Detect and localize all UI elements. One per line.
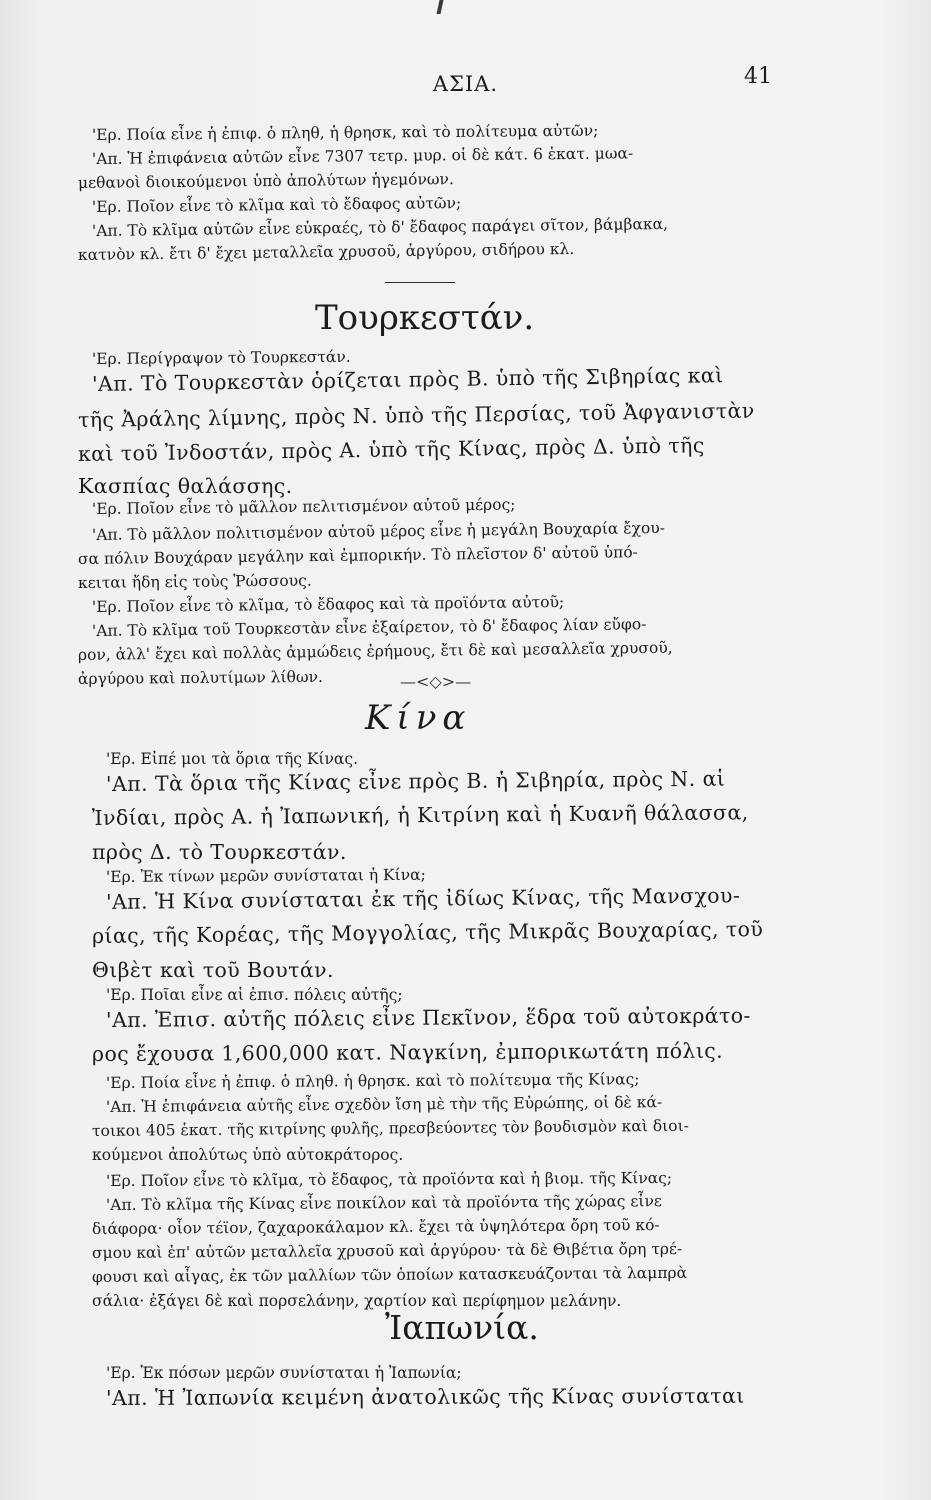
text-line: 'Απ. Ἡ Ἰαπωνία κειμένη ἀνατολικῶς τῆς Κίνας συνίσταται — [105, 1383, 745, 1410]
text-line: τοικοι 405 ἑκατ. τῆς κιτρίνης φυλῆς, πρεσβεύοντες τὸν βουδισμὸν καὶ διοι- — [91, 1116, 689, 1140]
text-line: 'Ερ. Ποία εἶνε ἡ ἐπιφ. ὁ πληθ, ἡ θρησκ, καὶ τὸ πολίτευμα αὐτῶν; — [91, 121, 599, 144]
text-line: κούμενοι ἀπολύτως ὑπὸ αὐτοκράτορος. — [92, 1146, 404, 1164]
text-line: 'Απ. Τὰ ὅρια τῆς Κίνας εἶνε πρὸς Β. ἡ Σιβηρία, πρὸς Ν. αἱ — [105, 766, 726, 796]
text-line: 'Απ. Ἡ ἐπιφάνεια αὐτῆς εἶνε σχεδὸν ἴση μὲ τὴν τῆς Εὐρώπης, οἱ δὲ κά- — [105, 1093, 663, 1116]
text-line: 'Ερ. Ποῖαι εἶνε αἱ ἐπισ. πόλεις αὐτῆς; — [106, 986, 403, 1004]
text-line: 'Απ. Τὸ κλῖμα τοῦ Τουρκεστὰν εἶνε ἐξαίρετον, τὸ δ' ἔδαφος λίαν εὔφο- — [91, 615, 647, 640]
ornament-divider: —<◇>— — [400, 672, 472, 691]
text-line: ἀργύρου καὶ πολυτίμων λίθων. — [77, 667, 323, 688]
text-line: 'Απ. Τὸ κλῖμα αὐτῶν εἶνε εὐκραές, τὸ δ' ἔδαφος παράγει σῖτον, βάμβακα, — [91, 214, 669, 240]
text-line: ρος ἔχουσα 1,600,000 κατ. Ναγκίνη, ἐμπορικωτάτη πόλις. — [91, 1038, 724, 1066]
section-heading-japan: Ἰαπωνία. — [385, 1308, 539, 1347]
text-line: σμου καὶ ἐπ' αὐτῶν μεταλλεῖα χρυσοῦ καὶ ἀργύρου· τὰ δὲ Θιβέτια ὄρη τρέ- — [91, 1239, 683, 1262]
section-heading-turkestan: Τουρκεστάν. — [315, 298, 535, 338]
section-heading-china: Κίνα — [365, 698, 472, 738]
section-divider — [385, 282, 455, 283]
text-line: 'Ερ. Ποῖον εἶνε τὸ κλῖμα καὶ τὸ ἔδαφος αὐτῶν; — [91, 194, 462, 216]
text-line: ρίας, τῆς Κορέας, τῆς Μογγολίας, τῆς Μικρᾶς Βουχαρίας, τοῦ — [91, 916, 764, 948]
text-line: Ἰνδίαι, πρὸς Α. ἡ Ἰαπωνική, ἡ Κιτρίνη καὶ ἡ Κυανῆ θάλασσα, — [91, 800, 749, 830]
text-line: 'Ερ. Ποῖον εἶνε τὸ κλῖμα, τὸ ἔδαφος καὶ τὰ προϊόντα αὐτοῦ; — [91, 593, 565, 616]
running-head: ΑΣΙΑ. — [432, 72, 499, 96]
text-line: σα πόλιν Βουχάραν μεγάλην καὶ ἐμπορικήν. Τὸ πλεῖστον δ' αὐτοῦ ὑπό- — [77, 543, 638, 568]
text-line: σάλια· ἐξάγει δὲ καὶ πορσελάνην, χαρτίον καὶ περίφημον μελάνην. — [92, 1292, 622, 1310]
page-number: 41 — [744, 64, 772, 89]
text-line: μεθανοὶ διοικούμενοι ὑπὸ ἀπολύτων ἡγεμόνων. — [77, 170, 454, 192]
text-line: Κασπίας θαλάσσης. — [78, 474, 293, 498]
text-line: Θιβὲτ καὶ τοῦ Βουτάν. — [92, 958, 334, 982]
ink-mark — [437, 0, 444, 14]
text-line: 'Ερ. Περίγραψον τὸ Τουρκεστάν. — [91, 347, 351, 368]
text-line: ρον, ἀλλ' ἔχει καὶ πολλὰς ἀμμώδεις ἐρήμους, ἔτι δὲ καὶ μεσαλλεῖα χρυσοῦ, — [77, 638, 673, 664]
text-line: 'Απ. Τὸ Τουρκεστὰν ὁρίζεται πρὸς Β. ὑπὸ τῆς Σιβηρίας καὶ — [91, 363, 724, 396]
text-line: 'Ερ. Εἰπέ μοι τὰ ὅρια τῆς Κίνας. — [106, 750, 358, 768]
text-line: 'Ερ. Ἐκ πόσων μερῶν συνίσταται ἡ Ἰαπωνία; — [106, 1364, 462, 1382]
text-line: φουσι καὶ αἶγας, ἐκ τῶν μαλλίων τῶν ὁποίων κατασκευάζονται τὰ λαμπρὰ — [91, 1263, 688, 1286]
text-line: 'Ερ. Ποία εἶνε ἡ ἐπιφ. ὁ πληθ. ἡ θρησκ. καὶ τὸ πολίτευμα τῆς Κίνας; — [105, 1070, 640, 1092]
text-line: διάφορα· οἷον τέϊον, ζαχαροκάλαμον κλ. ἔχει τὰ ὑψηλότερα ὄρη τοῦ κό- — [91, 1216, 660, 1238]
text-line: 'Απ. Ἐπισ. αὐτῆς πόλεις εἶνε Πεκῖνον, ἕδρα τοῦ αὐτοκράτο- — [105, 1003, 751, 1032]
text-line: 'Απ. Τὸ μᾶλλον πολιτισμένον αὐτοῦ μέρος εἶνε ἡ μεγάλη Βουχαρία ἔχου- — [91, 519, 666, 544]
text-line: 'Ερ. Ποῖον εἶνε τὸ μᾶλλον πελιτισμένον αὐτοῦ μέρος; — [91, 495, 516, 518]
text-line: καὶ τοῦ Ἰνδοστάν, πρὸς Α. ὑπὸ τῆς Κίνας, πρὸς Δ. ὑπὸ τῆς — [77, 433, 705, 466]
text-line: 'Απ. Ἡ ἐπιφάνεια αὐτῶν εἶνε 7307 τετρ. μυρ. οἱ δὲ κάτ. 6 ἑκατ. μωα- — [91, 144, 634, 168]
text-line: 'Ερ. Ἐκ τίνων μερῶν συνίσταται ἡ Κίνα; — [105, 865, 426, 886]
text-line: πρὸς Δ. τὸ Τουρκεστάν. — [92, 840, 347, 864]
text-line: 'Ερ. Ποῖον εἶνε τὸ κλῖμα, τὸ ἔδαφος, τὰ προϊόντα καὶ ἡ βιομ. τῆς Κίνας; — [105, 1169, 673, 1190]
text-line: 'Απ. Ἡ Κίνα συνίσταται ἐκ τῆς ἰδίως Κίνας, τῆς Μανσχου- — [105, 883, 741, 914]
text-line: κειται ἤδη εἰς τοὺς Ῥώσσους. — [77, 571, 312, 592]
text-line: κατνὸν κλ. ἔτι δ' ἔχει μεταλλεῖα χρυσοῦ, ἀργύρου, σιδήρου κλ. — [77, 239, 575, 264]
text-line: τῆς Ἀράλης λίμνης, πρὸς Ν. ὑπὸ τῆς Περσίας, τοῦ Ἀφγανιστὰν — [77, 398, 755, 432]
text-line: 'Απ. Τὸ κλῖμα τῆς Κίνας εἶνε ποικίλον καὶ τὰ προϊόντα τῆς χώρας εἶνε — [105, 1192, 662, 1214]
